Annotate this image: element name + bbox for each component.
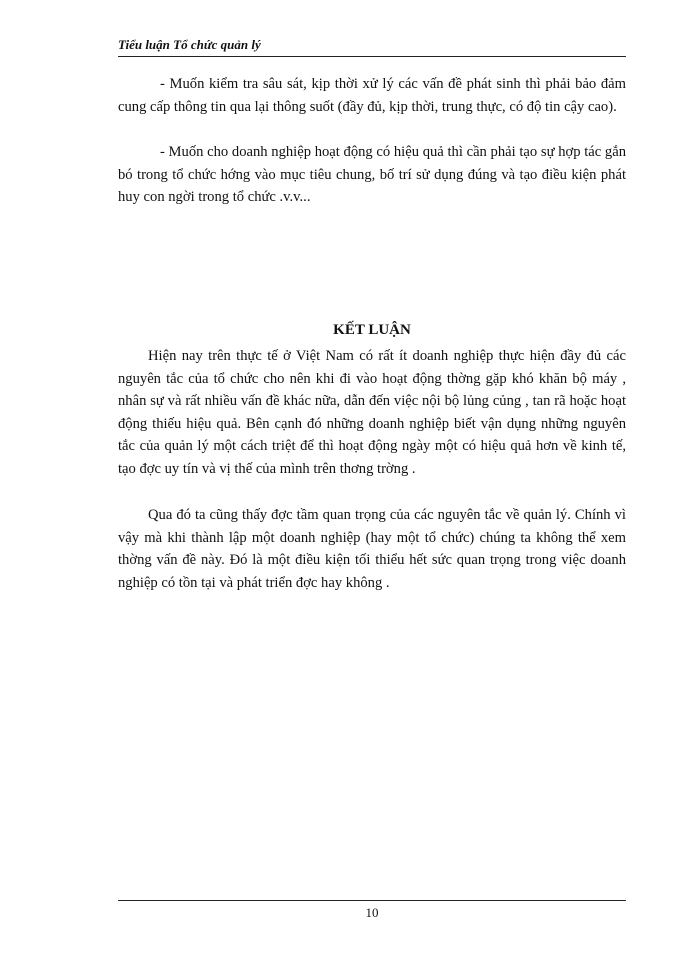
header-title: Tiểu luận Tổ chức quản lý <box>118 37 261 52</box>
conclusion-paragraph-1: Hiện nay trên thực tế ở Việt Nam có rất ít doanh nghiệp thực hiện đầy đủ các nguyên tắc của tổ chức cho nên khi đi vào hoạt động thờng gặp khó khăn bộ máy , nhân sự và rất nhiều vấn đề khác nữa, dẫn đến việc nội bộ lủng củng , tan rã hoặc hoạt động thiếu hiệu quả. Bên cạnh đó những doanh nghiệp biết vận dụng những nguyên tắc của quản lý một cách triệt để thì hoạt động ngày một có hiệu quả hơn về kinh tế, tạo đợc uy tín và vị thế của mình trên thơng trờng . <box>118 348 626 477</box>
conclusion-heading: KẾT LUẬN <box>333 322 411 338</box>
conclusion-paragraph-2: Qua đó ta cũng thấy đợc tầm quan trọng của các nguyên tắc về quản lý. Chính vì vậy mà khi thành lập một doanh nghiệp (hay một tổ chức) chúng ta không thể xem thờng vấn đề này. Đó là một điều kiện tối thiểu hết sức quan trọng trong việc doanh nghiệp có tồn tại và phát triển đợc hay không . <box>118 507 626 591</box>
page-number: 10 <box>365 905 379 920</box>
paragraph-cooperation: - Muốn cho doanh nghiệp hoạt động có hiệu quả thì cần phải tạo sự hợp tác gắn bó trong tổ chức hớng vào mục tiêu chung, bố trí sử dụng đúng và tạo điều kiện phát huy con ngời trong tổ chức .v.v... <box>118 144 626 205</box>
footer-divider <box>118 900 626 901</box>
paragraph-information-flow: - Muốn kiểm tra sâu sát, kịp thời xử lý các vấn đề phát sinh thì phải bảo đảm cung cấp thông tin qua lại thông suốt (đầy đủ, kịp thời, trung thực, có độ tin cậy cao). <box>118 76 626 115</box>
page-header <box>118 38 626 57</box>
